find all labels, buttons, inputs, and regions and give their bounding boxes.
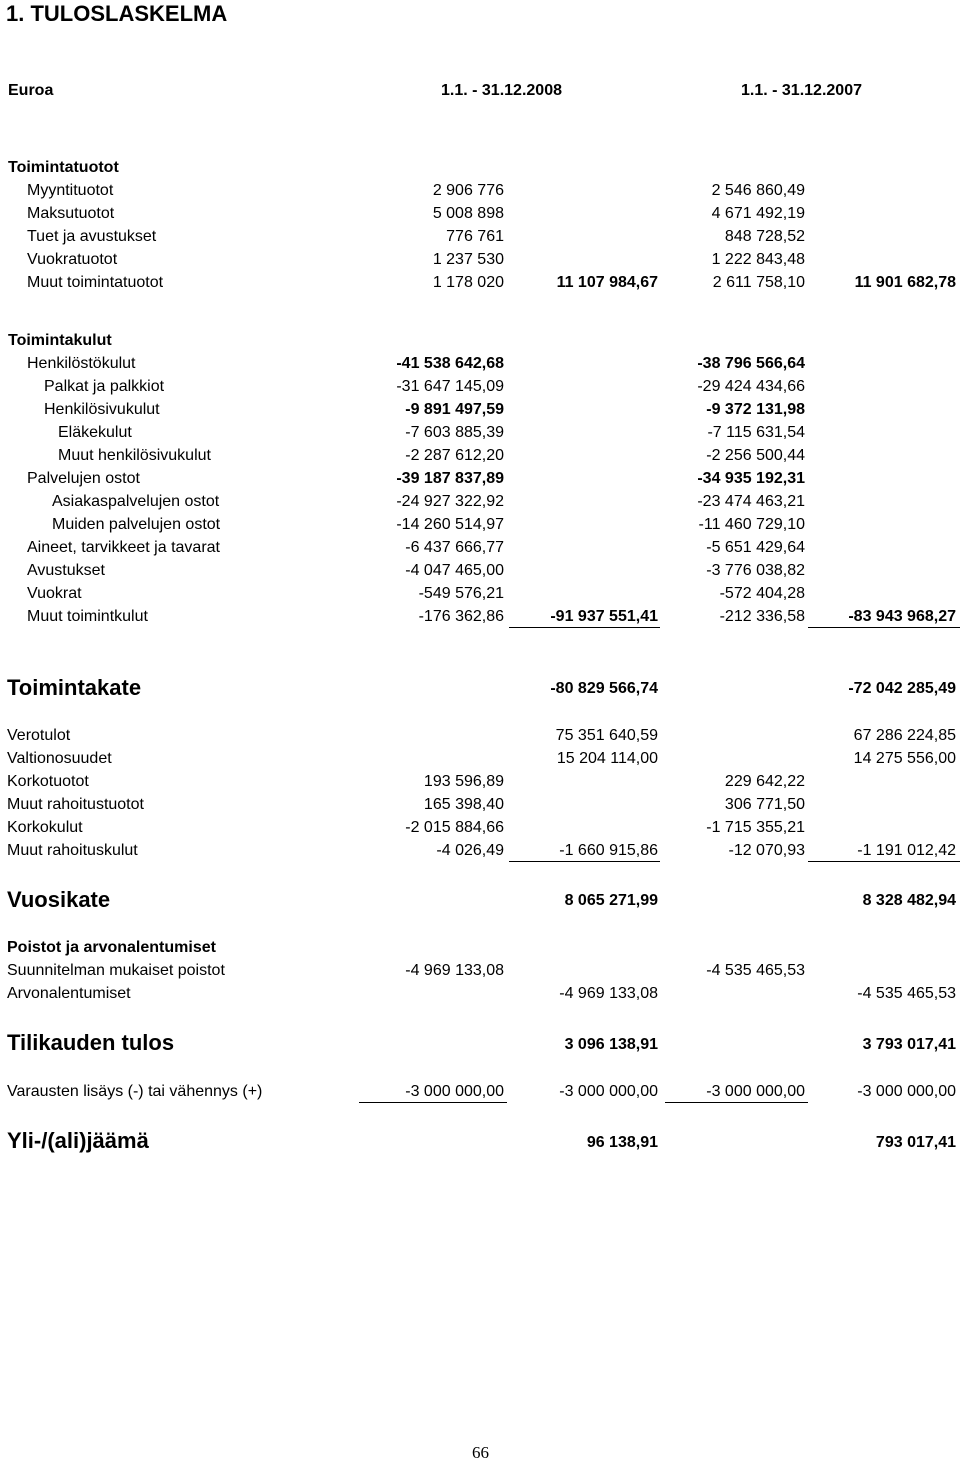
- expense-row-label: Avustukset: [27, 562, 105, 579]
- expense-row-value-2008: -2 287 612,20: [405, 447, 504, 464]
- tilikauden-tulos-label: Tilikauden tulos: [7, 1030, 175, 1055]
- income-row-label: Tuet ja avustukset: [27, 228, 157, 245]
- reserves-total-2007: -3 000 000,00: [857, 1083, 956, 1100]
- reserves-total-2008: -3 000 000,00: [559, 1083, 658, 1100]
- financing-value-2008: 165 398,40: [423, 796, 504, 813]
- depreciation-value-2008: -4 969 133,08: [405, 962, 504, 979]
- income-row-value-2007: 4 671 492,19: [711, 205, 805, 222]
- toimintakate-2008: -80 829 566,74: [550, 680, 658, 697]
- page-title: 1. TULOSLASKELMA: [6, 1, 228, 26]
- financing-row-label: Muut rahoitustuotot: [7, 796, 144, 813]
- underline: [665, 1102, 808, 1103]
- expense-row-value-2007: -5 651 429,64: [706, 539, 805, 556]
- expense-row-label: Asiakaspalvelujen ostot: [52, 493, 220, 510]
- financing-value-2007: 229 642,22: [724, 773, 805, 790]
- period-2007-header: 1.1. - 31.12.2007: [741, 82, 862, 99]
- expenses-total-2008: -91 937 551,41: [550, 608, 658, 625]
- depreciation-total-2007: -4 535 465,53: [857, 985, 956, 1002]
- expense-row-value-2008: -14 260 514,97: [396, 516, 504, 533]
- expense-row-label: Muut toimintkulut: [27, 608, 148, 625]
- expense-row-value-2008: -7 603 885,39: [405, 424, 504, 441]
- reserves-value-2007: -3 000 000,00: [706, 1083, 805, 1100]
- financing-total-2008: 75 351 640,59: [555, 727, 658, 744]
- yli-alijaama-2007: 793 017,41: [875, 1134, 956, 1151]
- depreciation-row-label: Suunnitelman mukaiset poistot: [7, 962, 225, 979]
- financing-value-2008: -2 015 884,66: [405, 819, 504, 836]
- financing-value-2007: 306 771,50: [724, 796, 805, 813]
- income-row-value-2007: 848 728,52: [724, 228, 805, 245]
- expense-row-value-2007: -572 404,28: [719, 585, 805, 602]
- expenses-total-2007: -83 943 968,27: [848, 608, 956, 625]
- yli-alijaama-label: Yli-/(ali)jäämä: [7, 1128, 149, 1153]
- financing-row-label: Verotulot: [7, 727, 71, 744]
- underline: [509, 861, 660, 862]
- expenses-heading: Toimintakulut: [8, 332, 112, 349]
- financing-row-label: Muut rahoituskulut: [7, 842, 138, 859]
- expense-row-label: Palvelujen ostot: [27, 470, 140, 487]
- underline: [808, 627, 960, 628]
- income-row-label: Vuokratuotot: [27, 251, 118, 268]
- page-number: 66: [472, 1443, 489, 1462]
- expense-row-value-2008: -6 437 666,77: [405, 539, 504, 556]
- currency-label: Euroa: [8, 82, 54, 99]
- vuosikate-label: Vuosikate: [7, 887, 111, 912]
- financing-total-2008: -1 660 915,86: [559, 842, 658, 859]
- expense-row-label: Aineet, tarvikkeet ja tavarat: [27, 539, 220, 556]
- financing-row-label: Korkokulut: [7, 819, 83, 836]
- income-total-2007: 11 901 682,78: [854, 274, 956, 291]
- financing-value-2007: -1 715 355,21: [706, 819, 805, 836]
- expense-row-value-2008: -31 647 145,09: [396, 378, 504, 395]
- income-row-value-2007: 2 546 860,49: [711, 182, 805, 199]
- expense-row-label: Vuokrat: [27, 585, 82, 602]
- yli-alijaama-2008: 96 138,91: [586, 1134, 658, 1151]
- expense-row-value-2007: -7 115 631,54: [707, 424, 805, 441]
- income-row-value-2008: 1 237 530: [432, 251, 504, 268]
- depreciation-heading: Poistot ja arvonalentumiset: [7, 939, 216, 956]
- expense-row-label: Muut henkilösivukulut: [58, 447, 211, 464]
- expense-row-value-2007: -38 796 566,64: [697, 355, 805, 372]
- expense-row-label: Palkat ja palkkiot: [44, 378, 165, 395]
- income-row-value-2007: 2 611 758,10: [712, 274, 805, 291]
- income-heading: Toimintatuotot: [8, 159, 119, 176]
- expense-row-label: Henkilöstökulut: [27, 355, 136, 372]
- underline: [509, 627, 660, 628]
- financing-total-2008: 15 204 114,00: [556, 750, 658, 767]
- expense-row-value-2008: -4 047 465,00: [405, 562, 504, 579]
- toimintakate-label: Toimintakate: [7, 675, 142, 700]
- expense-row-value-2008: -176 362,86: [418, 608, 504, 625]
- income-row-value-2008: 2 906 776: [432, 182, 504, 199]
- income-row-value-2008: 776 761: [446, 228, 504, 245]
- financing-value-2008: 193 596,89: [423, 773, 504, 790]
- vuosikate-2008: 8 065 271,99: [564, 892, 658, 909]
- income-row-label: Maksutuotot: [27, 205, 115, 222]
- income-total-2008: 11 107 984,67: [556, 274, 658, 291]
- financing-total-2007: 14 275 556,00: [853, 750, 956, 767]
- expense-row-value-2008: -24 927 322,92: [396, 493, 504, 510]
- reserves-label: Varausten lisäys (-) tai vähennys (+): [7, 1083, 263, 1100]
- depreciation-row-label: Arvonalentumiset: [7, 985, 131, 1002]
- expense-row-value-2008: -39 187 837,89: [396, 470, 504, 487]
- tilikauden-tulos-2007: 3 793 017,41: [862, 1036, 956, 1053]
- financing-value-2008: -4 026,49: [436, 842, 504, 859]
- expense-row-value-2007: -9 372 131,98: [706, 401, 805, 418]
- tilikauden-tulos-2008: 3 096 138,91: [564, 1036, 658, 1053]
- expense-row-value-2008: -9 891 497,59: [405, 401, 504, 418]
- income-row-value-2007: 1 222 843,48: [711, 251, 805, 268]
- underline: [808, 861, 960, 862]
- income-row-label: Myyntituotot: [27, 182, 114, 199]
- underline: [359, 1102, 507, 1103]
- vuosikate-2007: 8 328 482,94: [862, 892, 956, 909]
- income-row-value-2008: 1 178 020: [432, 274, 504, 291]
- financing-row-label: Valtionosuudet: [7, 750, 112, 767]
- financing-row-label: Korkotuotot: [7, 773, 89, 790]
- expense-row-label: Henkilösivukulut: [44, 401, 160, 418]
- expense-row-value-2008: -41 538 642,68: [396, 355, 504, 372]
- expense-row-value-2008: -549 576,21: [418, 585, 504, 602]
- financing-total-2007: -1 191 012,42: [857, 842, 956, 859]
- income-row-label: Muut toimintatuotot: [27, 274, 164, 291]
- expense-row-label: Eläkekulut: [58, 424, 132, 441]
- financing-value-2007: -12 070,93: [728, 842, 805, 859]
- depreciation-value-2007: -4 535 465,53: [706, 962, 805, 979]
- depreciation-total-2008: -4 969 133,08: [559, 985, 658, 1002]
- expense-row-value-2007: -34 935 192,31: [697, 470, 805, 487]
- expense-row-value-2007: -212 336,58: [719, 608, 805, 625]
- financing-total-2007: 67 286 224,85: [853, 727, 956, 744]
- expense-row-value-2007: -23 474 463,21: [697, 493, 805, 510]
- expense-row-value-2007: -2 256 500,44: [706, 447, 805, 464]
- income-row-value-2008: 5 008 898: [432, 205, 504, 222]
- expense-row-value-2007: -11 460 729,10: [698, 516, 805, 533]
- expense-row-label: Muiden palvelujen ostot: [52, 516, 221, 533]
- period-2008-header: 1.1. - 31.12.2008: [441, 82, 562, 99]
- toimintakate-2007: -72 042 285,49: [848, 680, 956, 697]
- expense-row-value-2007: -29 424 434,66: [697, 378, 805, 395]
- reserves-value-2008: -3 000 000,00: [405, 1083, 504, 1100]
- expense-row-value-2007: -3 776 038,82: [706, 562, 805, 579]
